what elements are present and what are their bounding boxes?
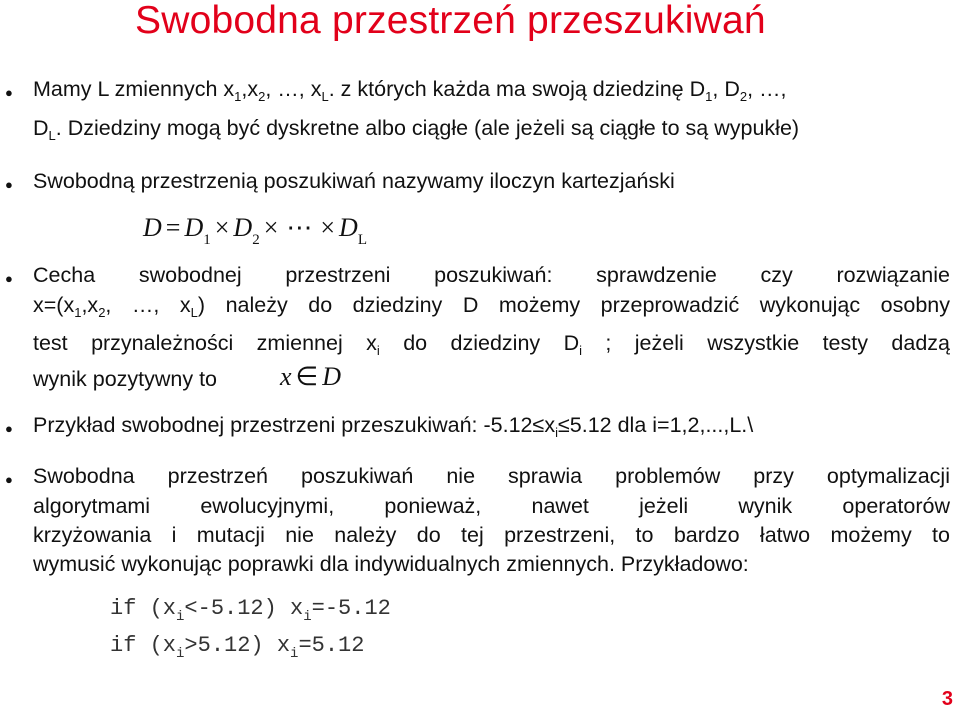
bullet-5-line-4: wymusić wykonując poprawki dla indywidualnych zmiennych. Przykładowo:: [33, 552, 749, 576]
formula-cartesian-product: $D = D_1 \times D_2$ × ⋯ × $D_L$: [143, 213, 367, 248]
bullet-5-line-1: Swobodna przestrzeń poszukiwań nie sprawia problemów przy optymalizacji: [33, 464, 950, 488]
bullet-icon: ●: [5, 177, 13, 192]
bullet-5-line-3: krzyżowania i mutacji nie należy do tej przestrzeni, to bardzo łatwo możemy to: [33, 523, 950, 547]
bullet-1-line-1: Mamy L zmiennych $x_1,x_2$, …, $x_L$. z których każda ma swoją dziedzinę $D_1$, $D_2$, …,: [33, 77, 787, 104]
bullet-3-line-3: test przynależności zmiennej $x_i$ do dziedziny $D_i$ ; jeżeli wszystkie testy dadzą: [33, 331, 950, 358]
bullet-2-text: Swobodną przestrzenią poszukiwań nazywamy iloczyn kartezjański: [33, 169, 675, 193]
formula-membership: x ∈ D: [280, 362, 341, 391]
bullet-icon: ●: [5, 472, 13, 487]
slide-title: Swobodna przestrzeń przeszukiwań: [135, 0, 766, 42]
bullet-3-line-2: $x=(x_1,x_2$, …, $x_L$) należy do dziedziny D możemy przeprowadzić wykonując osobny: [33, 293, 950, 320]
code-line-2: if $(x_i>5.12)$ $x_i=5.12$: [110, 633, 365, 662]
bullet-1-line-2: $D_L$. Dziedziny mogą być dyskretne albo ciągłe (ale jeżeli są ciągłe to są wypukłe): [33, 116, 800, 143]
bullet-icon: ●: [5, 271, 13, 286]
bullet-icon: ●: [5, 85, 13, 100]
bullet-3-line-4: wynik pozytywny to: [33, 367, 218, 391]
bullet-3-line-1: Cecha swobodnej przestrzeni poszukiwań: sprawdzenie czy rozwiązanie: [33, 263, 950, 287]
bullet-4-text: Przykład swobodnej przestrzeni przeszukiwań: $-5.12\le x_i\le 5.12$ dla i=1,2,...,L.\: [33, 413, 754, 440]
page-number: 3: [941, 688, 953, 710]
bullet-icon: ●: [5, 421, 13, 436]
code-line-1: if $(x_i<-5.12)$ $x_i=-5.12$: [110, 596, 391, 625]
bullet-5-line-2: algorytmami ewolucyjnymi, ponieważ, nawet jeżeli wynik operatorów: [33, 494, 950, 518]
